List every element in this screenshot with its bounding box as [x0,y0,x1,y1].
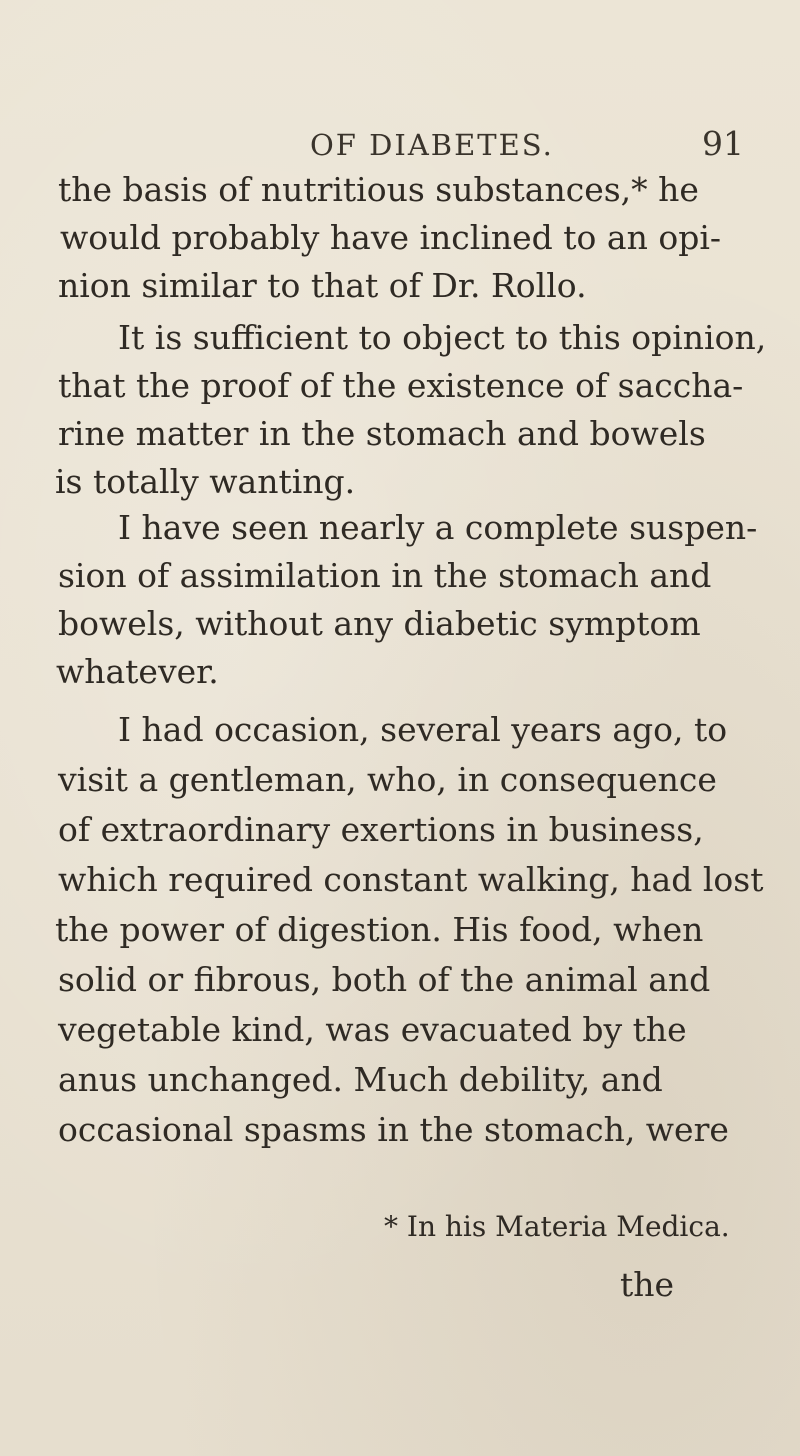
text-line: of extraordinary exertions in business, [58,810,704,849]
text-line: solid or fibrous, both of the animal and [58,960,711,999]
text-line: that the proof of the existence of saccha- [58,366,744,405]
text-line: bowels, without any diabetic symptom [58,604,701,643]
text-line: the power of digestion. His food, when [55,910,704,949]
text-line: would probably have inclined to an opi- [60,218,722,257]
text-line: It is sufficient to object to this opinion, [118,318,767,357]
text-line: anus unchanged. Much debility, and [58,1060,663,1099]
text-line: visit a gentleman, who, in consequence [58,760,717,799]
text-line: nion similar to that of Dr. Rollo. [58,266,587,305]
text-line: I have seen nearly a complete suspen- [118,508,758,547]
text-line: the basis of nutritious substances,* he [58,170,699,209]
running-head: OF DIABETES. [310,128,554,162]
catchword: the [620,1265,675,1304]
text-line: sion of assimilation in the stomach and [58,556,712,595]
text-line: is totally wanting. [55,462,356,501]
text-line: I had occasion, several years ago, to [118,710,728,749]
text-line: which required constant walking, had lost [58,860,764,899]
text-line: vegetable kind, was evacuated by the [58,1010,687,1049]
footnote: * In his Materia Medica. [384,1210,730,1243]
text-line: occasional spasms in the stomach, were [58,1110,729,1149]
text-line: whatever. [56,652,219,691]
page-header [0,124,800,168]
page-number: 91 [702,124,744,163]
text-line: rine matter in the stomach and bowels [58,414,706,453]
